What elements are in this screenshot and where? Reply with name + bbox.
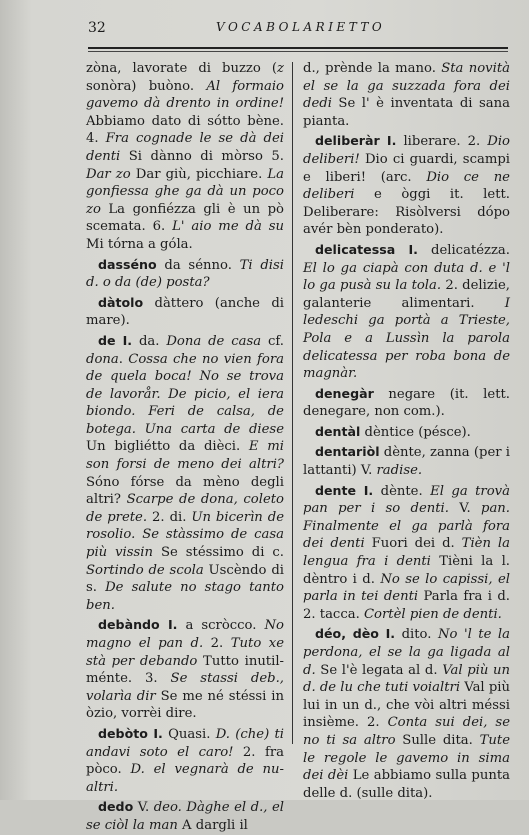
definition-text: Si dànno di mòrso <box>120 148 272 164</box>
definition-text: Dio ci guardi, scampi e liberi! (arc. <box>303 151 510 185</box>
definition-text: Se l'è legata al d. <box>315 662 443 678</box>
definition-text: Se me né stéssi in òzio, vorrèi dire. <box>86 688 284 722</box>
example-text: Dio deliberi! <box>303 134 510 167</box>
entry-headword: dente I. <box>315 482 374 498</box>
entry-headword: de I. <box>98 332 133 348</box>
definition-text: Sulle dita. <box>395 732 480 748</box>
definition-text: 4. <box>86 131 106 147</box>
definition-text: Se l' è inventata di sana pianta. <box>303 96 510 129</box>
example-text: Ti disi d. o da (de) posta? <box>86 257 284 291</box>
dictionary-entry <box>303 60 510 130</box>
dictionary-entry <box>303 482 510 624</box>
example-text: z <box>277 61 284 76</box>
entry-headword: deliberàr I. <box>315 133 397 149</box>
definition-text: Uscèndo di s. <box>86 562 284 596</box>
entry-headword: debàndo I. <box>98 617 178 633</box>
dictionary-entry <box>86 332 284 615</box>
definition-text: Quasi. <box>162 726 216 742</box>
definition-text: da. <box>132 333 167 349</box>
definition-text: Fuori dei d. <box>364 536 462 552</box>
definition-text: dàttero (anche di mare). <box>86 295 284 329</box>
example-text: Fra cognade le se dà dei denti <box>86 131 284 164</box>
definition-text: d., prènde la mano. <box>303 61 442 76</box>
definition-text: delicatézza. <box>417 242 510 258</box>
definition-text: negare (it. lett. denegare, non com.). <box>303 386 510 420</box>
dictionary-entry <box>86 725 284 796</box>
dictionary-entry <box>86 256 284 292</box>
entry-headword: dasséno <box>98 256 157 272</box>
definition-text: 5. <box>271 148 284 164</box>
definition-text: Sóno fórse da mèno degli altri? <box>86 474 284 508</box>
example-text: Scarpe de dona, coleto de prete. <box>86 492 284 525</box>
definition-text: . <box>118 351 129 367</box>
dictionary-entry <box>303 443 510 479</box>
definition-text: Dar giù, picchiare. <box>130 166 268 182</box>
definition-text: A dargli il <box>177 817 248 833</box>
example-text: L' aio me dà su <box>172 219 285 235</box>
definition-text: liberare. 2. <box>396 134 488 150</box>
definition-text: 2. fra pòco. <box>86 744 284 778</box>
definition-text: cf. <box>261 333 284 349</box>
example-text: Cortèl pien de denti. <box>363 606 502 622</box>
entry-headword: dàtolo <box>98 294 144 310</box>
example-text: Tièn la lengua fra i denti <box>303 536 510 570</box>
page-header <box>88 16 508 38</box>
example-text: Dio ce ne deliberi <box>303 169 510 203</box>
example-text: deo. Dàghe el d., el se ciòl la man <box>86 800 284 833</box>
example-text: El lo ga ciapà con duta d. e 'l lo ga pusà su la tola. <box>303 260 510 294</box>
dictionary-entry <box>86 60 284 254</box>
definition-text: e òggi it. lett. Deliberare: Risòlversi dópo avér bèn ponderato). <box>303 187 510 238</box>
definition-text: da sénno. <box>156 257 240 273</box>
column-divider <box>292 62 293 744</box>
entry-headword: dentàl <box>315 423 361 439</box>
dictionary-entry <box>303 132 510 239</box>
example-text: pan. Finalmente el ga parlà fora dei denti <box>303 501 510 552</box>
entry-headword: denegàr <box>315 385 374 401</box>
dictionary-entry <box>86 616 284 723</box>
example-text: No 'l te la perdona, el se la ga ligada al d. <box>303 627 510 678</box>
dictionary-entry <box>303 241 510 383</box>
definition-text: 2. delizie, galanterie alimentari. <box>303 278 511 311</box>
dictionary-entry <box>86 798 284 834</box>
definition-text: Se stéssimo di c. <box>153 545 284 561</box>
definition-text: Parla fra i d. 2. tacca. <box>303 589 510 622</box>
example-text: I ledeschi ga portà a Trieste, Pola e a Lussìn la parola delicatessa per roba bona de magnàr. <box>303 295 510 382</box>
example-text: Se stassi deb., volarìa dir <box>86 671 284 704</box>
definition-text: zòna, lavorate di buzzo ( <box>86 61 278 76</box>
example-text: Sortindo de scola <box>86 562 204 578</box>
entry-headword: dentariòl <box>315 444 380 460</box>
definition-text: Un bigliétto da dièci. <box>86 439 249 455</box>
dictionary-entry <box>303 625 510 802</box>
example-text: Cossa che no vien fora de quela boca! No se trova de lavorår. De picio, el iera biondo. Feri de calsa, de botega. Una carta de diese <box>86 351 285 437</box>
definition-text: Val più lui in un d., che vòi altri méssi insième. 2. <box>303 680 510 731</box>
example-text: Val più un d. de lu che tuti voialtri <box>303 662 511 696</box>
definition-text: 2. <box>210 636 231 651</box>
definition-text: 2. <box>152 509 170 525</box>
definition-text: dèntice (pésce). <box>360 424 471 440</box>
example-text: Al formaio gavemo dà drento in ordine! <box>86 78 284 112</box>
definition-text: Tièni la l. dèntro i d. <box>303 554 510 587</box>
entry-headword: delicatessa I. <box>315 241 418 257</box>
example-text: No magno el pan d. <box>86 618 284 651</box>
example-text: Tuto xe stà per debando <box>86 636 284 669</box>
example-text: Dona de casa <box>166 333 262 349</box>
running-title: VOCABOLARIETTO <box>216 20 386 34</box>
example-text: D. (che) ti andavi soto el caro! <box>86 726 285 760</box>
example-text: La gonfiessa ghe ga dà un poco zo <box>86 166 284 217</box>
definition-text: Tutto inutil-ménte. <box>86 653 284 687</box>
entry-headword: dedo <box>98 799 134 815</box>
definition-text: sonòra) buòno. <box>86 78 207 94</box>
definition-text: Mi tórna a góla. <box>86 236 193 252</box>
entry-headword: debòto I. <box>98 725 163 741</box>
left-column <box>86 60 284 835</box>
definition-text: 6. <box>152 219 173 235</box>
definition-text: La gonfiézza gli è un pò scemata. <box>86 201 284 235</box>
definition-text: V. <box>133 800 154 816</box>
dictionary-entry <box>303 423 510 442</box>
page-number: 32 <box>88 20 106 36</box>
example-text: Dar zo <box>86 166 131 182</box>
definition-text: 3. <box>145 671 171 687</box>
example-text: D. el vegnarà de nu-altri. <box>86 762 285 795</box>
example-text: E mi son forsi de meno dei altri? <box>86 439 284 473</box>
definition-text: dènte. <box>373 483 431 499</box>
entry-headword: déo, dèo I. <box>315 626 396 642</box>
example-text: Tute le regole le gavemo in sima dei dèi <box>303 732 511 784</box>
definition-text: dènte, zanna (per i lattanti) V. <box>303 445 510 479</box>
definition-text: di. <box>169 509 192 525</box>
dictionary-entry <box>303 385 510 421</box>
example-text: No se lo capissi, el parla in tei denti <box>303 571 510 605</box>
header-rule-thin <box>88 51 508 52</box>
definition-text: a scròcco. <box>177 618 265 634</box>
definition-text: Abbiamo dato di sótto bène. <box>86 113 284 129</box>
example-text: Conta sui dei, se no ti sa altro <box>303 715 510 748</box>
header-rule <box>88 47 508 49</box>
dictionary-entry <box>86 294 284 330</box>
example-text: dona <box>86 351 119 367</box>
definition-text: dito. <box>395 627 438 643</box>
example-text: Un bicerìn de rosolio. Se stàssimo de casa più vissin <box>86 509 285 561</box>
definition-text: V. <box>448 501 481 517</box>
example-text: El ga trovà pan per i so denti. <box>303 483 510 517</box>
right-column <box>303 60 510 802</box>
definition-text: Le abbiamo sulla punta delle d. (sulle dita). <box>303 768 511 801</box>
example-text: radise. <box>376 463 423 479</box>
example-text: Sta novità el se la ga suzzada fora dei dedi <box>303 61 510 112</box>
example-text: De salute no stago tanto ben. <box>86 580 284 613</box>
